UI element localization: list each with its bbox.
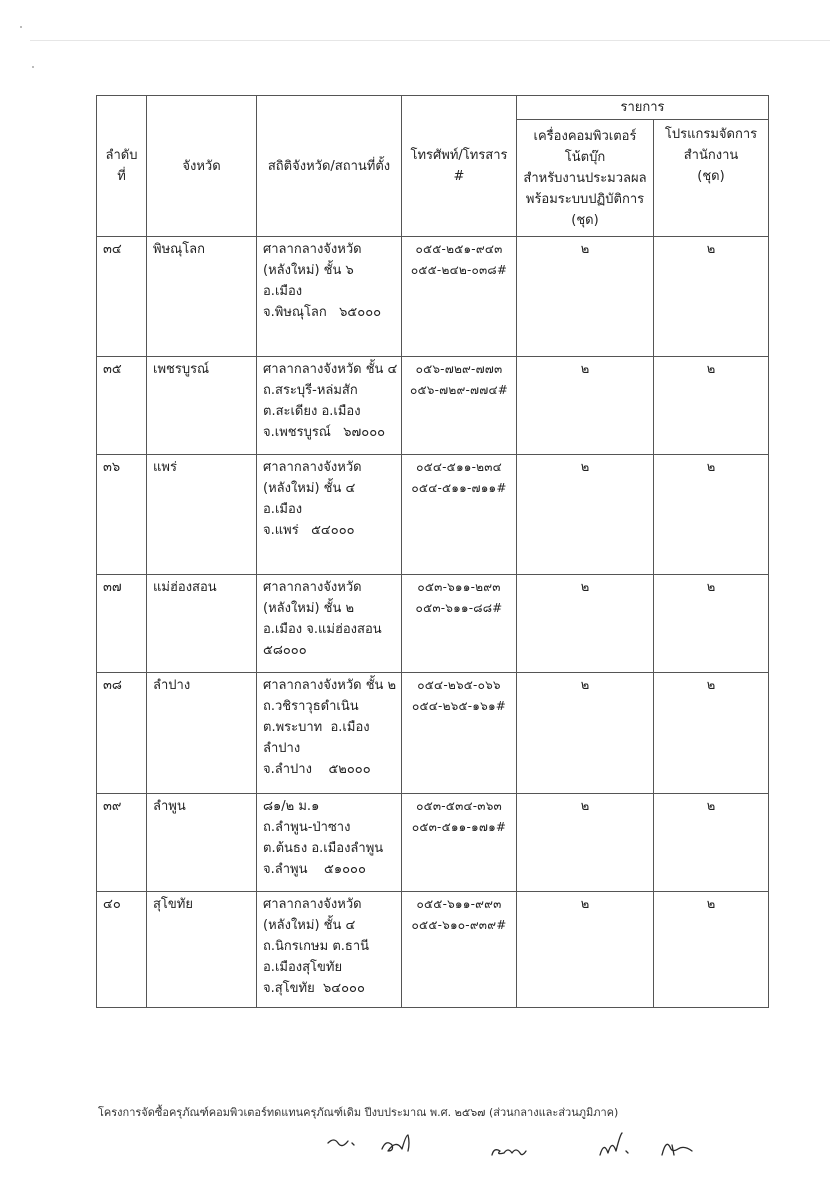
row-notebook-qty: ๒ <box>517 673 654 794</box>
phone-line: ๐๕๕-๖๑๑-๙๙๓ <box>416 897 502 911</box>
row-phones <box>402 794 517 892</box>
address-line: จ.ลำพูน ๕๑๐๐๐ <box>263 862 366 877</box>
row-notebook-qty: ๒ <box>517 892 654 1008</box>
phone-line: ๐๕๕-๒๕๑-๙๔๓ <box>415 242 503 256</box>
row-phones <box>402 575 517 673</box>
initial-mark-4 <box>600 1133 628 1155</box>
row-phones <box>402 237 517 357</box>
fax-line: ๐๕๕-๒๔๒-๐๓๘# <box>410 263 508 277</box>
row-software-qty: ๒ <box>654 575 769 673</box>
address-line: จ.เพชรบูรณ์ ๖๗๐๐๐ <box>263 425 386 440</box>
equipment-allocation-table <box>96 95 769 1008</box>
row-province: แม่ฮ่องสอน <box>147 575 257 673</box>
row-number: ๓๖ <box>97 455 147 575</box>
initial-mark-1 <box>328 1140 354 1146</box>
fax-line: ๐๕๓-๕๑๑-๑๗๑# <box>411 820 507 834</box>
address-line: ถ.สระบุรี-หล่มสัก <box>263 383 358 398</box>
phone-line: ๐๕๓-๕๓๔-๓๖๓ <box>416 799 502 813</box>
address-line: ต.พระบาท อ.เมือง <box>263 720 370 735</box>
fax-line: ๐๕๓-๖๑๑-๘๘# <box>415 601 503 615</box>
header-software: โปรแกรมจัดการ สำนักงาน (ชุด) <box>654 120 769 237</box>
initial-mark-3 <box>492 1150 526 1155</box>
address-line: จ.พิษณุโลก ๖๕๐๐๐ <box>263 305 382 320</box>
row-software-qty: ๒ <box>654 357 769 455</box>
header-row-1 <box>97 96 769 120</box>
row-phones <box>402 455 517 575</box>
row-province: สุโขทัย <box>147 892 257 1008</box>
row-software-qty: ๒ <box>654 794 769 892</box>
address-line: ๘๑/๒ ม.๑ <box>263 799 320 814</box>
initial-mark-2 <box>382 1135 409 1151</box>
row-number: ๓๙ <box>97 794 147 892</box>
row-province: ลำพูน <box>147 794 257 892</box>
fax-line: ๐๕๔-๒๖๕-๑๖๑# <box>411 699 507 713</box>
row-notebook-qty: ๒ <box>517 455 654 575</box>
address-line: ศาลากลางจังหวัด <box>263 242 362 257</box>
phone-line: ๐๕๓-๖๑๑-๒๙๓ <box>417 580 501 594</box>
row-number: ๓๗ <box>97 575 147 673</box>
row-address <box>257 237 402 357</box>
address-line: ถ.วชิราวุธดำเนิน <box>263 699 359 714</box>
address-line: ศาลากลางจังหวัด ชั้น ๔ <box>263 362 398 377</box>
row-province: ลำปาง <box>147 673 257 794</box>
table-row <box>97 237 769 357</box>
phone-line: ๐๕๔-๒๖๕-๐๖๖ <box>417 678 501 692</box>
row-address <box>257 575 402 673</box>
scan-edge-line <box>30 40 830 41</box>
table-row <box>97 455 769 575</box>
address-line: จ.สุโขทัย ๖๔๐๐๐ <box>263 981 365 996</box>
row-number: ๓๕ <box>97 357 147 455</box>
address-line: จ.แพร่ ๕๔๐๐๐ <box>263 523 355 538</box>
signature-initials <box>0 1125 834 1175</box>
footer-project-note: โครงการจัดซื้อครุภัณฑ์คอมพิวเตอร์ทดแทนครุภัณฑ์เดิม ปีงบประมาณ พ.ศ. ๒๕๖๗ (ส่วนกลางและส่วนภูมิภาค) <box>98 1106 619 1119</box>
row-number: ๓๔ <box>97 237 147 357</box>
header-items-group: รายการ <box>517 96 769 120</box>
address-line: อ.เมืองสุโขทัย <box>263 960 343 975</box>
header-notebook: เครื่องคอมพิวเตอร์ โน้ตบุ๊ก สำหรับงานประมวลผล พร้อมระบบปฏิบัติการ (ชุด) <box>517 120 654 237</box>
table-row <box>97 673 769 794</box>
header-order: ลำดับ ที่ <box>97 96 147 237</box>
row-address <box>257 357 402 455</box>
address-line: (หลังใหม่) ชั้น ๔ <box>263 481 356 496</box>
address-line: อ.เมือง <box>263 284 303 299</box>
address-line: (หลังใหม่) ชั้น ๔ <box>263 918 356 933</box>
address-line: ศาลากลางจังหวัด <box>263 460 362 475</box>
fax-line: ๐๕๔-๕๑๑-๗๑๑# <box>411 481 507 495</box>
row-notebook-qty: ๒ <box>517 794 654 892</box>
row-address <box>257 455 402 575</box>
address-line: ถ.ลำพูน-ป่าซาง <box>263 820 351 835</box>
row-address <box>257 794 402 892</box>
scan-speck <box>32 66 34 68</box>
table-row <box>97 794 769 892</box>
row-notebook-qty: ๒ <box>517 575 654 673</box>
address-line: อ.เมือง จ.แม่ฮ่องสอน <box>263 622 382 637</box>
row-notebook-qty: ๒ <box>517 357 654 455</box>
address-line: ต.สะเดียง อ.เมือง <box>263 404 361 419</box>
row-software-qty: ๒ <box>654 892 769 1008</box>
row-phones <box>402 892 517 1008</box>
table-row <box>97 575 769 673</box>
row-province: แพร่ <box>147 455 257 575</box>
phone-line: ๐๕๖-๗๒๙-๗๗๓ <box>415 362 503 376</box>
row-address <box>257 673 402 794</box>
table-row <box>97 892 769 1008</box>
address-line: ศาลากลางจังหวัด <box>263 897 362 912</box>
row-software-qty: ๒ <box>654 455 769 575</box>
address-line: จ.ลำปาง ๕๒๐๐๐ <box>263 762 371 777</box>
address-line: ถ.นิกรเกษม ต.ธานี <box>263 939 370 954</box>
header-province: จังหวัด <box>147 96 257 237</box>
row-software-qty: ๒ <box>654 237 769 357</box>
row-software-qty: ๒ <box>654 673 769 794</box>
row-address <box>257 892 402 1008</box>
address-line: ลำปาง <box>263 741 301 756</box>
row-number: ๓๘ <box>97 673 147 794</box>
table-row <box>97 357 769 455</box>
header-office: สถิติจังหวัด/สถานที่ตั้ง <box>257 96 402 237</box>
address-line: ๕๘๐๐๐ <box>263 643 307 658</box>
row-phones <box>402 673 517 794</box>
phone-line: ๐๕๔-๕๑๑-๒๓๔ <box>416 460 502 474</box>
address-line: ศาลากลางจังหวัด ชั้น ๒ <box>263 678 397 693</box>
fax-line: ๐๕๖-๗๒๙-๗๗๔# <box>410 383 508 397</box>
address-line: (หลังใหม่) ชั้น ๒ <box>263 601 355 616</box>
address-line: อ.เมือง <box>263 502 303 517</box>
row-notebook-qty: ๒ <box>517 237 654 357</box>
initial-mark-5 <box>662 1144 692 1155</box>
header-phone: โทรศัพท์/โทรสาร # <box>402 96 517 237</box>
fax-line: ๐๕๕-๖๑๐-๙๓๙# <box>411 918 507 932</box>
address-line: ต.ต้นธง อ.เมืองลำพูน <box>263 841 384 856</box>
row-province: เพชรบูรณ์ <box>147 357 257 455</box>
row-province: พิษณุโลก <box>147 237 257 357</box>
address-line: (หลังใหม่) ชั้น ๖ <box>263 263 354 278</box>
row-phones <box>402 357 517 455</box>
row-number: ๔๐ <box>97 892 147 1008</box>
scan-speck <box>20 26 22 28</box>
address-line: ศาลากลางจังหวัด <box>263 580 362 595</box>
